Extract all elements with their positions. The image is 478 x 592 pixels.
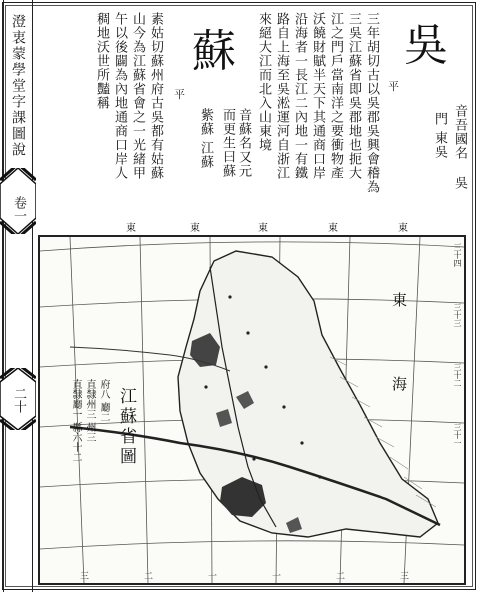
entry-body-column: 路自上海至吳淞運河自浙江 xyxy=(274,12,289,180)
graticule-label: 東 xyxy=(190,223,200,234)
entry-body-column: 素姑切蘇州府古吳都有姑蘇 xyxy=(148,12,163,180)
graticule-label: 東 xyxy=(398,223,408,234)
entry-phonetic: 音蘇名又元 xyxy=(236,108,251,178)
graticule-label: 三 xyxy=(400,572,410,582)
entry-variant-note: 門 東吳 xyxy=(432,112,447,160)
spine-rule xyxy=(32,0,33,592)
entry-body-column: 稠地沃世所豔稱 xyxy=(94,12,109,110)
page-number: 二十 xyxy=(11,387,26,413)
tone-mark: 平 xyxy=(174,88,185,101)
sea-label: 東 xyxy=(392,291,408,309)
entry-body-column: 沿海者一長江二內地一有鐵 xyxy=(292,12,307,180)
entry-body-column: 沃饒財賦半天下其通商口岸 xyxy=(310,12,325,180)
volume-label: 卷一 xyxy=(11,196,26,222)
book-spine xyxy=(0,0,36,592)
latitude-label: 三十二 xyxy=(453,363,462,387)
entry-variant-note: 紫蘇 江蘇 xyxy=(198,108,213,170)
graticule-label: 東 xyxy=(258,223,268,234)
map-summary-line: 府八 廳二 xyxy=(98,379,109,423)
map-summary-line: 直隸廳一 縣六十二 xyxy=(70,379,81,463)
tone-mark: 平 xyxy=(388,80,399,93)
province-map xyxy=(38,223,466,585)
graticule-label: 二 xyxy=(144,572,154,582)
entry-phonetic: 音吾國名 xyxy=(452,104,467,160)
entry-body-column: 午以後闢為內地通商口岸人 xyxy=(112,12,127,180)
graticule-label: 一 xyxy=(272,572,282,582)
latitude-label: 三十一 xyxy=(453,423,462,447)
latitude-label: 三十四 xyxy=(453,243,462,267)
entry-body-column: 山今為江蘇省會之一光緒甲 xyxy=(130,12,145,180)
map-title: 江蘇省圖 xyxy=(116,387,136,467)
graticule-label: 東 xyxy=(328,223,338,234)
entry-variant: 而更生曰蘇 xyxy=(220,108,235,178)
spine-rule xyxy=(3,0,4,592)
entry-body-column: 三年胡切古以吳郡吳興會稽為 xyxy=(364,12,379,194)
graticule-label: 東 xyxy=(126,223,136,234)
entry-heading: 蘇 xyxy=(192,26,236,77)
book-title: 澄衷蒙學堂字課圖說 xyxy=(10,14,26,158)
latitude-label: 三十三 xyxy=(453,303,462,327)
graticule-label: 三 xyxy=(80,572,90,582)
entry-body-column: 來絕大江而北入山東境 xyxy=(256,12,271,152)
entry-variant: 吳 xyxy=(452,176,467,190)
entry-body-column: 三吳江蘇省即吳郡地也扼大 xyxy=(346,12,361,180)
graticule-label: 二 xyxy=(336,572,346,582)
graticule-label: 一 xyxy=(208,572,218,582)
map-summary-line: 直隸州三 州三 xyxy=(84,379,95,443)
sea-label: 海 xyxy=(392,375,408,393)
entry-body-column: 江之門戶當南洋之要衝物產 xyxy=(328,12,343,180)
entry-heading: 吳 xyxy=(404,20,448,71)
